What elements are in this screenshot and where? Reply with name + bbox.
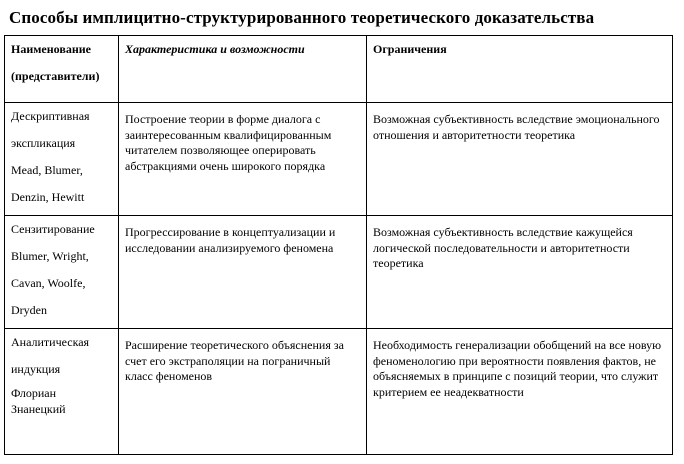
name-line: Флориан	[11, 386, 57, 400]
name-line: Дескриптивная	[11, 109, 90, 123]
name-line: экспликация	[11, 136, 76, 150]
name-line: Mead, Blumer,	[11, 163, 83, 177]
header-representatives-label: (представители)	[11, 69, 100, 83]
name-cell	[5, 329, 119, 455]
header-limitations-label: Ограничения	[373, 42, 447, 56]
limitations-cell	[367, 103, 673, 216]
name-line: Сензитирование	[11, 222, 95, 236]
name-cell	[5, 216, 119, 329]
name-line: Denzin, Hewitt	[11, 190, 85, 204]
characteristics-text: Построение теории в форме диалога с заинтересованным квалифицированным читателем позволяющее оперировать абстракциями очень широкого порядка	[125, 112, 332, 173]
characteristics-text: Расширение теоретического объяснения за счет его экстраполяции на пограничный класс феноменов	[125, 338, 344, 383]
limitations-text: Возможная субъективность вследствие эмоционального отношения и авторитетности теоретика	[373, 112, 660, 142]
limitations-cell	[367, 216, 673, 329]
table-row	[5, 216, 673, 329]
limitations-cell	[367, 329, 673, 455]
name-line: Аналитическая	[11, 335, 90, 349]
document-title: Способы имплицитно-структурированного теоретического доказательства	[9, 8, 595, 27]
header-cell-limitations	[367, 36, 673, 103]
name-line: Cavan, Woolfe,	[11, 276, 86, 290]
characteristics-text: Прогрессирование в концептуализации и исследовании анализируемого феномена	[125, 225, 336, 255]
name-line: Знанецкий	[11, 402, 66, 416]
header-name-label: Наименование	[11, 42, 91, 56]
table-row	[5, 329, 673, 455]
name-line: индукция	[11, 362, 61, 376]
header-cell-characteristics	[119, 36, 367, 103]
name-line: Blumer, Wright,	[11, 249, 89, 263]
name-line: Dryden	[11, 303, 47, 317]
characteristics-cell	[119, 329, 367, 455]
limitations-text: Необходимость генерализации обобщений на все новую феноменологию при вероятности появления фактов, не объясняемых в принципе с позиций теории, что служит критерием ее неадекватности	[373, 338, 668, 399]
characteristics-cell	[119, 103, 367, 216]
table-header-row	[5, 36, 673, 103]
name-cell	[5, 103, 119, 216]
limitations-text: Возможная субъективность вследствие кажущейся логической последовательности и авторитетности теоретика	[373, 225, 633, 270]
header-cell-name	[5, 36, 119, 103]
header-characteristics-label: Характеристика и возможности	[125, 42, 305, 56]
methods-table	[4, 35, 673, 455]
table-row	[5, 103, 673, 216]
characteristics-cell	[119, 216, 367, 329]
